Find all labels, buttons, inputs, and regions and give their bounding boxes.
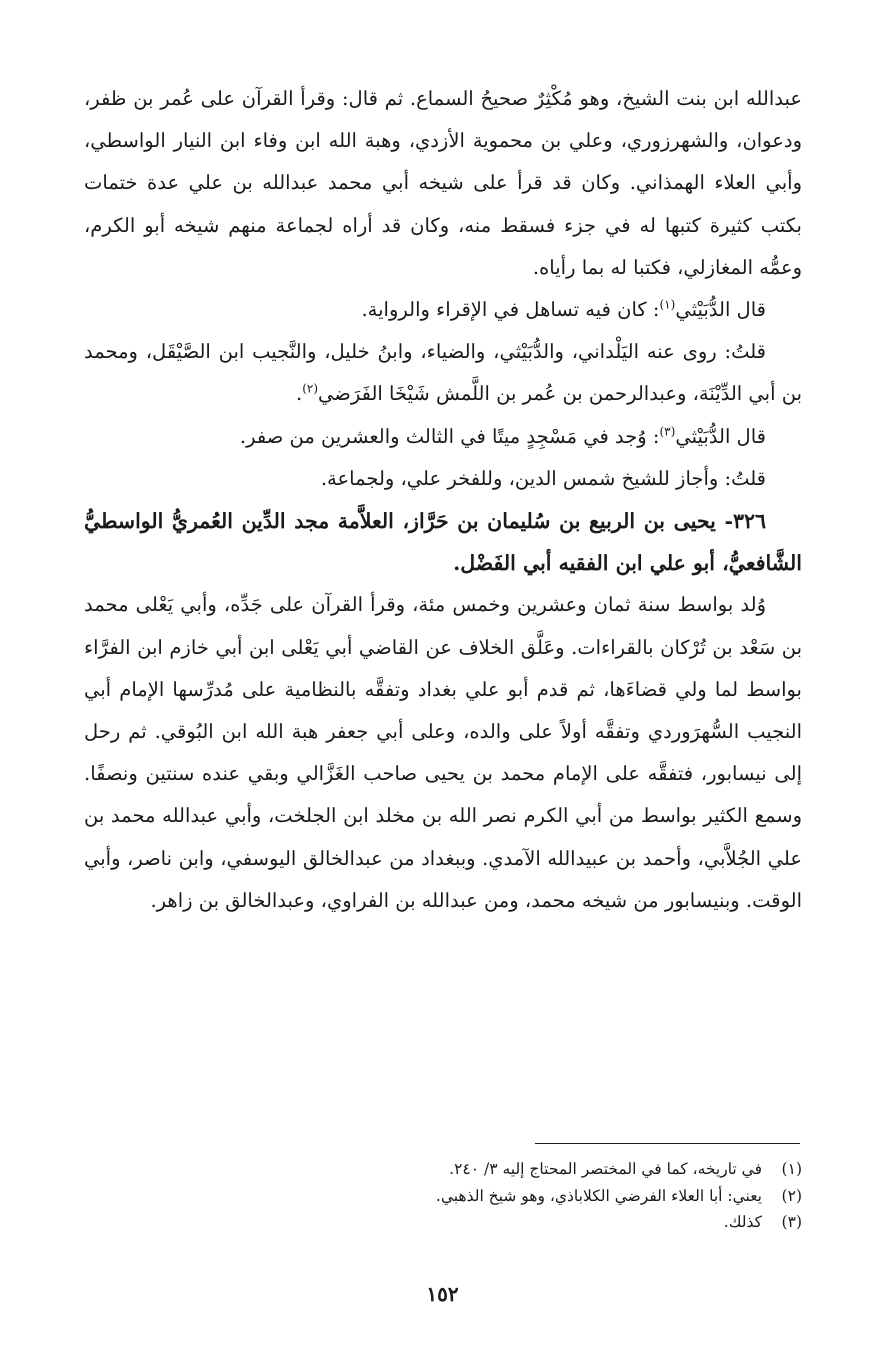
footnote-number: (٣) (781, 1213, 802, 1231)
paragraph (84, 289, 802, 331)
paragraph: عبدالله ابن بنت الشيخ، وهو مُكْثِرٌ صحيحُ السماع. ثم قال: وقرأ القرآن على عُمر بن ظفر، ودعوان، والشهرزوري، وعلي بن محموية الأزدي، وهبة الله ابن وفاء ابن النيار الواسطي، وأبي العلاء الهمذاني. وكان قد قرأ على شيخه أبي محمد عبدالله بن علي عدة ختمات بكتب كثيرة كتبها له في جزء فسقط منه، وكان قد أراه لجماعة منهم شيخه أبو الكرم، وعمُّه المغازلي، فكتبا له بما رأياه. (84, 87, 802, 279)
footnote-marker: (١) (659, 297, 676, 312)
footnote-number: (١) (781, 1160, 802, 1178)
footnote-divider (535, 1143, 800, 1144)
paragraph: قلتُ: وأجاز للشيخ شمس الدين، وللفخر علي، ولجماعة. (320, 466, 766, 490)
entry-heading: ٣٢٦- يحيى بن الربيع بن سُليمان بن حَرَّاز، العلاَّمة مجد الدِّين العُمريُّ الواسطيُّ الشَّافعيُّ، أبو علي ابن الفقيه أبي الفَضْل. (84, 509, 802, 576)
text-run: . (295, 382, 303, 406)
page-number: ١٥٢ (426, 1282, 459, 1306)
text-run: : كان فيه تساهل في الإقراء والرواية. (361, 298, 660, 322)
footnote-number: (٢) (781, 1186, 802, 1205)
text-run: قال الدُّبَيْثي (675, 298, 766, 322)
paragraph (84, 331, 802, 415)
text-run: قلتُ: روى عنه اليَلْداني، والدُّبَيْثي، والضياء، وابنُ خليل، والنَّجيب ابن الصَّيْقَل، ومحمد بن أبي الدِّيْنَة، وعبدالرحمن بن عُمر بن اللَّمش شَيْخَا الفَرَضي (84, 340, 802, 406)
text-run: قال الدُّبَيْثي (675, 424, 766, 448)
footnote-marker: (٢) (302, 381, 319, 396)
paragraph (84, 416, 802, 458)
footnote (84, 1209, 802, 1236)
footnote (84, 1183, 802, 1210)
footnote-text: في تاريخه، كما في المختصر المحتاج إليه ٣/ ٢٤٠. (449, 1160, 762, 1178)
footnote (84, 1156, 802, 1183)
footnote-text: يعني: أبا العلاء الفرضي الكلاباذي، وهو شيخ الذهبي. (435, 1186, 762, 1205)
paragraph: وُلد بواسط سنة ثمان وعشرين وخمس مئة، وقرأ القرآن على جَدِّه، وأبي يَعْلى محمد بن سَعْد بن تُرْكان بالقراءات. وعَلَّق الخلاف عن القاضي أبي يَعْلى ابن أبي خازم ابن الفرَّاء بواسط لما ولي قضاءَها، ثم قدم أبو علي بغداد وتفقَّه بالنظامية على مُدرِّسها الإمام أبي النجيب السُّهرَوردي وتفقَّه أولاً على والده، وعلى أبي جعفر هبة الله ابن البُوقي. ثم رحل إلى نيسابور، فتفقَّه على الإمام محمد بن يحيى صاحب الغَزَّالي وبقي عنده سنتين ونصفًا. وسمع الكثير بواسط من أبي الكرم نصر الله بن مخلد ابن الجلخت، وأبي عبدالله محمد بن علي الجُلاَّبي، وأحمد بن عبيدالله الآمدي. وببغداد من عبدالخالق اليوسفي، وابن ناصر، وأبي الوقت. وبنيسابور من شيخه محمد، ومن عبدالله بن الفراوي، وعبدالخالق بن زاهر. (84, 593, 802, 912)
text-run: : وُجد في مَسْجِدٍ ميتًا في الثالث والعشرين من صفر. (239, 424, 660, 448)
footnotes (84, 1156, 802, 1236)
footnote-marker: (٣) (659, 424, 676, 439)
footnote-text: كذلك. (723, 1213, 762, 1231)
main-text (84, 78, 802, 922)
